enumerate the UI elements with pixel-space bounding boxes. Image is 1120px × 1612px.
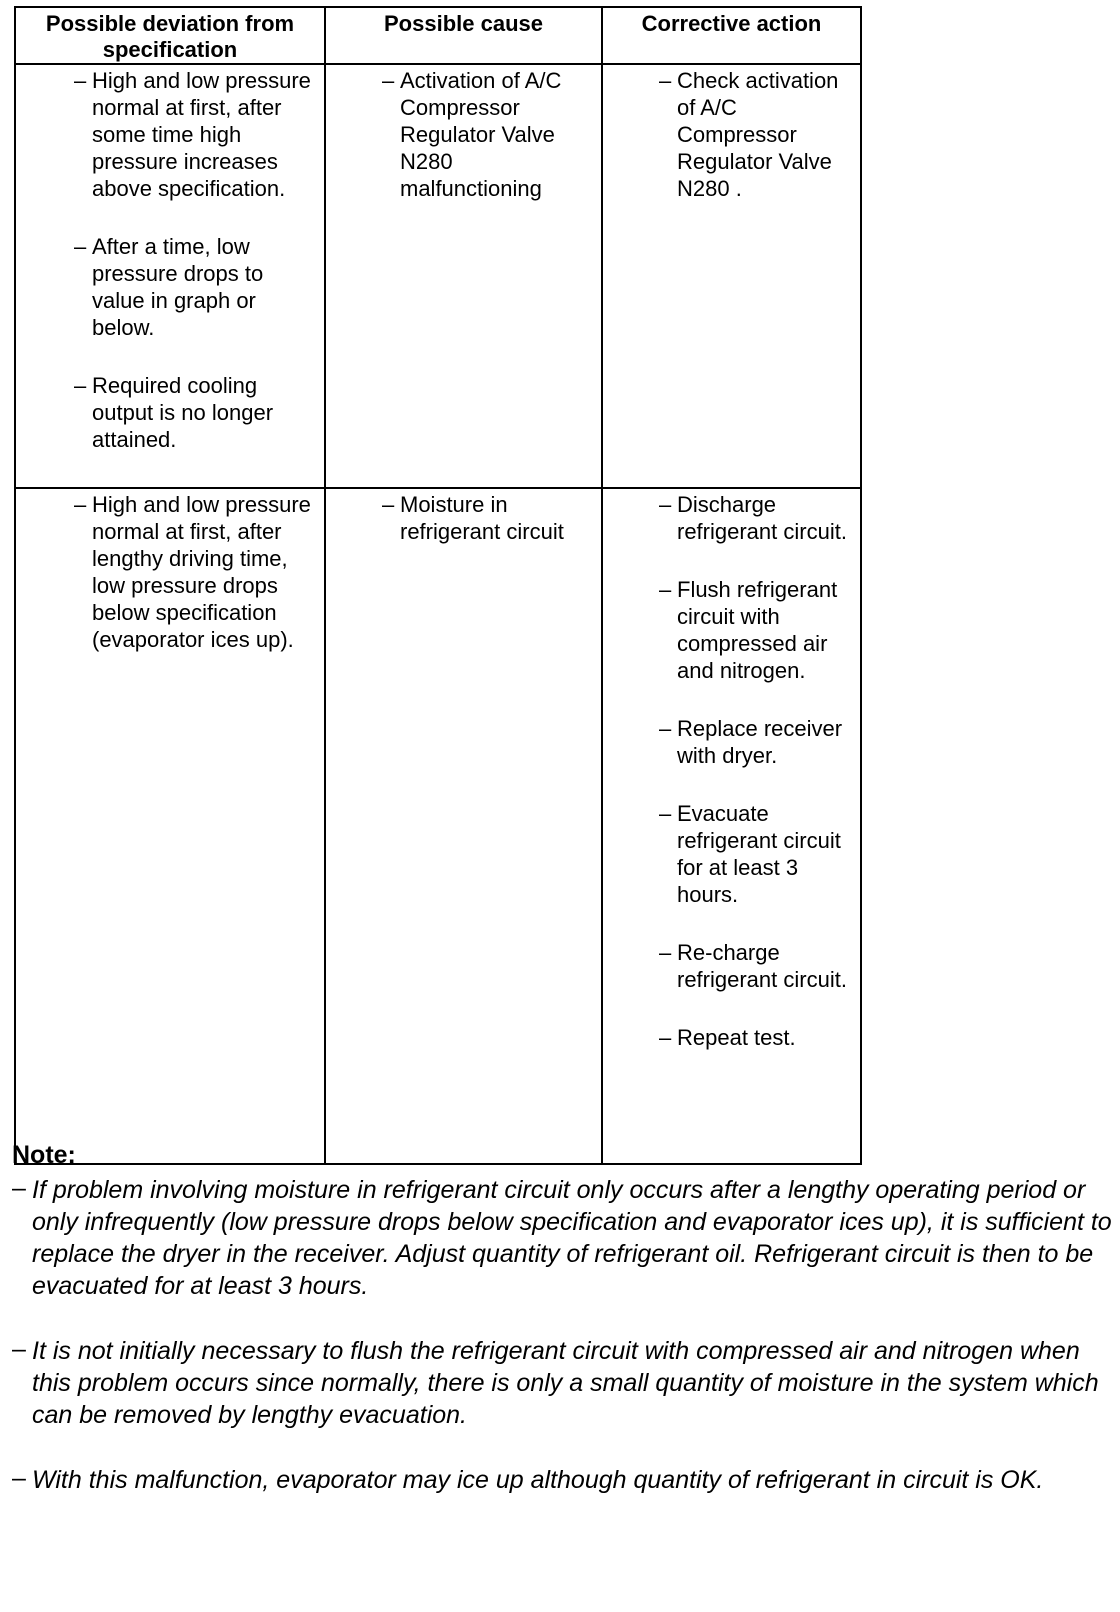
deviation-item: [74, 233, 320, 341]
note-text: If problem involving moisture in refrigerant circuit only occurs after a lengthy operating period or only infrequently (low pressure drops below specification and evaporator ices up), it is sufficient to replace the dryer in the receiver. Adjust quantity of refrigerant oil. Refrigerant circuit is then to be evacuated for at least 3 hours.: [32, 1176, 1112, 1300]
action-cell: [602, 488, 861, 1164]
cause-cell: [325, 488, 602, 1164]
note-item: [12, 1464, 1112, 1496]
cause-text: Activation of A/C Compressor Regulator Valve N280 malfunctioning: [400, 68, 562, 201]
deviation-item: [74, 491, 320, 653]
table-row: [15, 488, 861, 1164]
bullet-dash: –: [12, 1174, 26, 1202]
table-row: [15, 64, 861, 488]
bullet-dash: –: [74, 492, 87, 517]
action-text: Replace receiver with dryer.: [677, 716, 843, 768]
deviation-text: High and low pressure normal at first, after lengthy driving time, low pressure drops below specification (evaporator ices up).: [92, 492, 311, 652]
action-item: [659, 939, 856, 993]
deviation-text: Required cooling output is no longer attained.: [92, 373, 274, 452]
bullet-dash: –: [659, 68, 672, 93]
cause-cell: [325, 64, 602, 488]
diagnosis-table-container: [14, 6, 862, 1165]
action-cell: [602, 64, 861, 488]
action-item: [659, 1024, 856, 1051]
bullet-dash: –: [659, 716, 672, 741]
cause-text: Moisture in refrigerant circuit: [400, 492, 564, 544]
action-item: [659, 576, 856, 684]
header-action: Corrective action: [602, 7, 861, 64]
bullet-dash: –: [659, 577, 672, 602]
note-item: [12, 1335, 1112, 1431]
table-header-row: [15, 7, 861, 64]
note-text: With this malfunction, evaporator may ice up although quantity of refrigerant in circuit is OK.: [32, 1466, 1044, 1494]
note-item: [12, 1174, 1112, 1302]
cause-item: [382, 491, 597, 545]
action-item: [659, 800, 856, 908]
header-cause: Possible cause: [325, 7, 602, 64]
bullet-dash: –: [659, 492, 672, 517]
note-section: [12, 1140, 1112, 1496]
action-item: [659, 715, 856, 769]
deviation-text: After a time, low pressure drops to value in graph or below.: [92, 234, 264, 340]
deviation-item: [74, 67, 320, 202]
note-title: Note:: [12, 1141, 76, 1169]
bullet-dash: –: [382, 492, 395, 517]
deviation-cell: [15, 488, 325, 1164]
cause-item: [382, 67, 597, 202]
action-text: Flush refrigerant circuit with compressed air and nitrogen.: [677, 577, 838, 683]
deviation-cell: [15, 64, 325, 488]
diagnosis-table: [14, 6, 862, 1165]
deviation-item: [74, 372, 320, 453]
bullet-dash: –: [659, 940, 672, 965]
action-text: Re-charge refrigerant circuit.: [677, 940, 847, 992]
action-item: [659, 491, 856, 545]
action-text: Check activation of A/C Compressor Regulator Valve N280 .: [677, 68, 839, 201]
action-item: [659, 67, 856, 202]
action-text: Repeat test.: [677, 1025, 796, 1050]
bullet-dash: –: [659, 1025, 672, 1050]
note-text: It is not initially necessary to flush the refrigerant circuit with compressed air and nitrogen when this problem occurs since normally, there is only a small quantity of moisture in the system which can be removed by lengthy evacuation.: [32, 1337, 1099, 1429]
bullet-dash: –: [659, 801, 672, 826]
action-text: Evacuate refrigerant circuit for at least 3 hours.: [677, 801, 841, 907]
action-text: Discharge refrigerant circuit.: [677, 492, 847, 544]
bullet-dash: –: [12, 1335, 26, 1363]
bullet-dash: –: [74, 234, 87, 259]
bullet-dash: –: [382, 68, 395, 93]
header-deviation: Possible deviation from specification: [15, 7, 325, 64]
bullet-dash: –: [74, 68, 87, 93]
deviation-text: High and low pressure normal at first, after some time high pressure increases above specification.: [92, 68, 311, 201]
bullet-dash: –: [12, 1464, 26, 1492]
bullet-dash: –: [74, 373, 87, 398]
